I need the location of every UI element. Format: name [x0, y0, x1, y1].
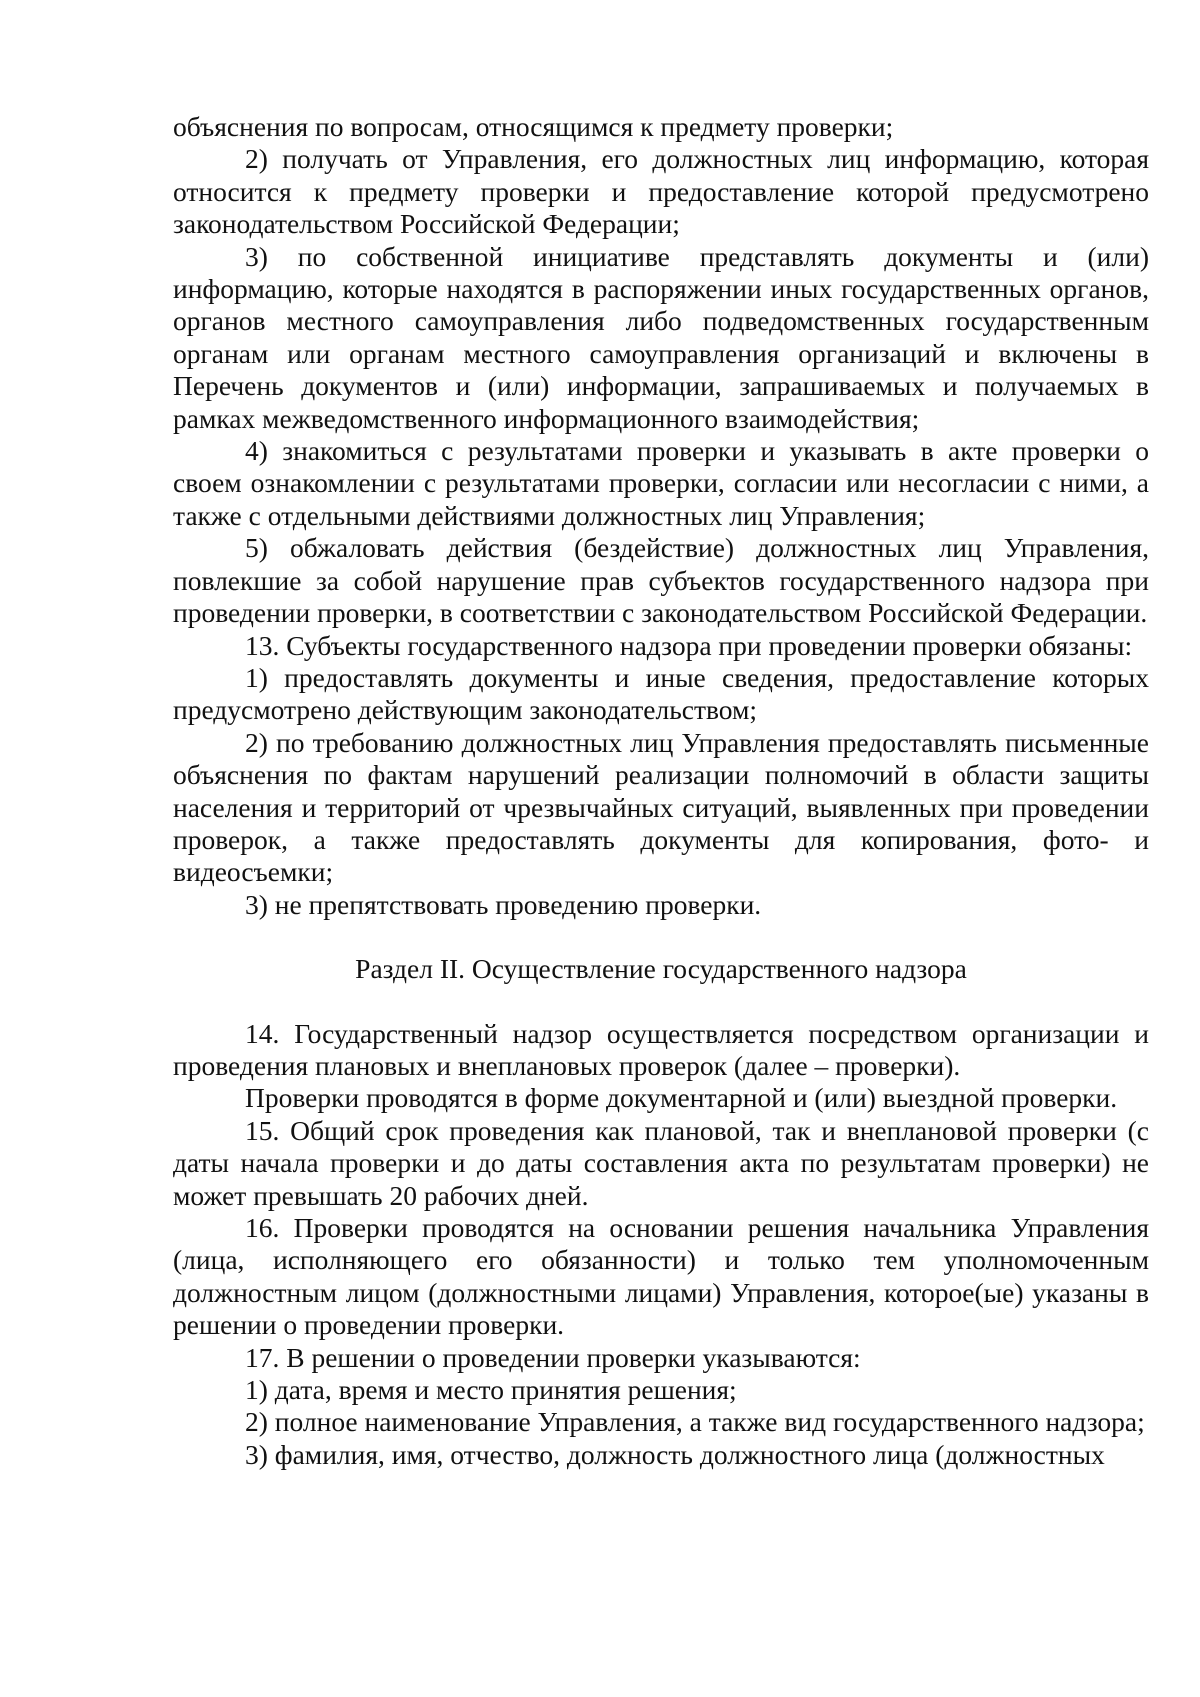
paragraph: 2) по требованию должностных лиц Управления предоставлять письменные объяснения по фактам нарушений реализации полномочий в области защиты населения и территорий от чрезвычайных ситуаций, выявленных при проведении проверок, а также предоставлять документы для копирования, фото- и видеосъемки;: [173, 726, 1149, 888]
section-heading: Раздел II. Осуществление государственного надзора: [355, 953, 967, 985]
document-body: [173, 111, 1149, 1471]
paragraph: 4) знакомиться с результатами проверки и указывать в акте проверки о своем ознакомлении с результатами проверки, согласии или несогласии с ними, а также с отдельными действиями должностных лиц Управления;: [173, 435, 1149, 531]
paragraph: 5) обжаловать действия (бездействие) должностных лиц Управления, повлекшие за собой нарушение прав субъектов государственного надзора при проведении проверки, в соответствии с законодательством Российской Федерации.: [173, 532, 1149, 629]
paragraph: 14. Государственный надзор осуществляется посредством организации и проведения плановых и внеплановых проверок (далее – проверки).: [173, 1017, 1149, 1081]
paragraph: 3) по собственной инициативе представлять документы и (или) информацию, которые находятся в распоряжении иных государственных органов, органов местного самоуправления либо подведомственных государственным органам или органам местного самоуправления организаций и включены в Перечень документов и (или) информации, запрашиваемых и получаемых в рамках межведомственного информационного взаимодействия;: [173, 240, 1149, 434]
paragraph: 3) не препятствовать проведению проверки.: [245, 888, 762, 920]
paragraph: 1) предоставлять документы и иные сведения, предоставление которых предусмотрено действующим законодательством;: [173, 661, 1149, 726]
paragraph: объяснения по вопросам, относящимся к предмету проверки;: [173, 111, 894, 142]
paragraph: 17. В решении о проведении проверки указываются:: [245, 1341, 861, 1373]
paragraph: 13. Субъекты государственного надзора при проведении проверки обязаны:: [245, 629, 1133, 661]
paragraph: 3) фамилия, имя, отчество, должность должностного лица (должностных: [245, 1438, 1105, 1470]
paragraph: Проверки проводятся в форме документарной и (или) выездной проверки.: [245, 1082, 1118, 1114]
paragraph: 2) полное наименование Управления, а также вид государственного надзора;: [245, 1406, 1145, 1438]
paragraph: 15. Общий срок проведения как плановой, так и внеплановой проверки (с даты начала проверки и до даты составления акта по результатам проверки) не может превышать 20 рабочих дней.: [173, 1114, 1149, 1211]
paragraph: 16. Проверки проводятся на основании решения начальника Управления (лица, исполняющего его обязанности) и только тем уполномоченным должностным лицом (должностными лицами) Управления, котороe(ые) указаны в решении о проведении проверки.: [173, 1212, 1149, 1341]
paragraph: 1) дата, время и место принятия решения;: [245, 1374, 737, 1406]
paragraph: 2) получать от Управления, его должностных лиц информацию, которая относится к предмету проверки и предоставление которой предусмотрено законодательством Российской Федерации;: [173, 143, 1149, 240]
